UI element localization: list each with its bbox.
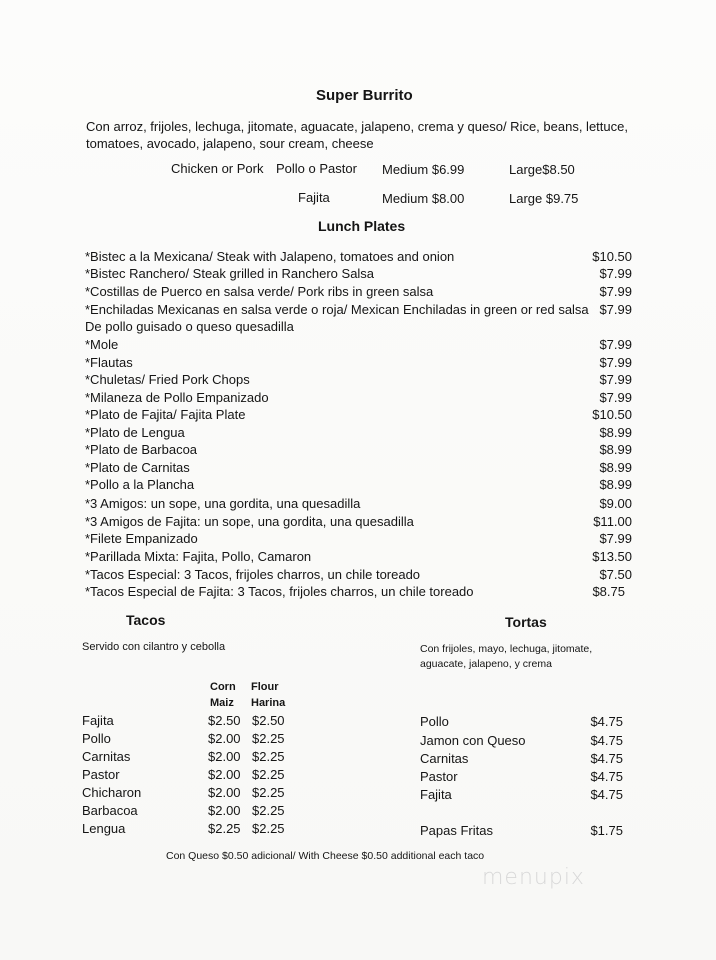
lunch-plate-item xyxy=(85,249,632,266)
torta-name: Pastor xyxy=(420,769,458,784)
taco-row xyxy=(82,821,292,838)
torta-row xyxy=(420,714,623,731)
item-name: *3 Amigos de Fajita: un sope, una gordita, una quesadilla xyxy=(85,514,414,529)
item-price: $7.99 xyxy=(599,337,632,352)
lunch-plate-item xyxy=(85,584,625,601)
torta-row xyxy=(420,751,623,768)
watermark-logo: menupix xyxy=(482,865,585,890)
item-name: *Plato de Barbacoa xyxy=(85,442,198,457)
lunch-plate-item xyxy=(85,531,632,548)
item-price: $8.99 xyxy=(599,477,632,492)
item-price: $13.50 xyxy=(592,549,632,564)
burrito-option-english: Chicken or Pork xyxy=(171,161,264,176)
tortas-description-2: aguacate, jalapeno, y crema xyxy=(420,658,552,670)
tacos-col-corn: Corn xyxy=(210,681,236,693)
lunch-plate-item xyxy=(85,496,632,513)
lunch-plate-item xyxy=(85,514,632,531)
taco-row xyxy=(82,803,292,820)
item-price: $11.00 xyxy=(593,514,632,529)
burrito-large-price: Large$8.50 xyxy=(509,162,575,177)
item-price: $7.99 xyxy=(599,531,632,546)
taco-flour-price: $2.25 xyxy=(252,785,285,800)
item-name: De pollo guisado o queso quesadilla xyxy=(85,319,294,334)
lunch-plate-item xyxy=(85,266,632,283)
taco-name: Barbacoa xyxy=(82,803,138,818)
super-burrito-description: Con arroz, frijoles, lechuga, jitomate, aguacate, jalapeno, crema y queso/ Rice, beans, lettuce, xyxy=(86,119,628,134)
item-name: *Bistec Ranchero/ Steak grilled in Ranchero Salsa xyxy=(85,266,375,281)
item-price: $8.75 xyxy=(592,584,625,599)
tacos-col-harina: Harina xyxy=(251,697,286,709)
super-burrito-description-2: tomatoes, avocado, jalapeno, sour cream, cheese xyxy=(86,136,374,151)
item-name: *Tacos Especial: 3 Tacos, frijoles charros, un chile toreado xyxy=(85,567,421,582)
lunch-plates-title: Lunch Plates xyxy=(318,218,406,234)
item-name: *Plato de Carnitas xyxy=(85,460,190,475)
taco-corn-price: $2.25 xyxy=(208,821,241,836)
taco-name: Carnitas xyxy=(82,749,131,764)
taco-corn-price: $2.00 xyxy=(208,803,241,818)
taco-corn-price: $2.00 xyxy=(208,767,241,782)
extra-name: Papas Fritas xyxy=(420,823,493,838)
tacos-col-flour: Flour xyxy=(251,681,279,693)
taco-corn-price: $2.00 xyxy=(208,785,241,800)
torta-price: $4.75 xyxy=(590,733,623,748)
torta-price: $4.75 xyxy=(590,769,623,784)
taco-name: Fajita xyxy=(82,713,114,728)
torta-price: $4.75 xyxy=(590,714,623,729)
lunch-plate-item-note xyxy=(85,319,632,336)
item-price: $8.99 xyxy=(599,442,632,457)
lunch-plate-item xyxy=(85,477,632,494)
lunch-plate-item xyxy=(85,372,632,389)
item-name: *Costillas de Puerco en salsa verde/ Pork ribs in green salsa xyxy=(85,284,434,299)
taco-name: Lengua xyxy=(82,821,126,836)
burrito-option-spanish: Pollo o Pastor xyxy=(276,161,357,176)
burrito-option-spanish: Fajita xyxy=(298,190,330,205)
item-name: *Bistec a la Mexicana/ Steak with Jalapeno, tomatoes and onion xyxy=(85,249,455,264)
taco-corn-price: $2.50 xyxy=(208,713,241,728)
lunch-plate-item xyxy=(85,407,632,424)
item-name: *Flautas xyxy=(85,355,133,370)
extra-price: $1.75 xyxy=(590,823,623,838)
torta-name: Pollo xyxy=(420,714,449,729)
taco-row xyxy=(82,749,292,766)
tortas-title: Tortas xyxy=(505,614,547,630)
taco-flour-price: $2.50 xyxy=(252,713,285,728)
taco-flour-price: $2.25 xyxy=(252,767,285,782)
item-price: $8.99 xyxy=(599,425,632,440)
taco-row xyxy=(82,785,292,802)
item-price: $10.50 xyxy=(592,249,632,264)
lunch-plate-item xyxy=(85,442,632,459)
super-burrito-title: Super Burrito xyxy=(316,87,413,104)
item-price: $7.50 xyxy=(599,567,632,582)
item-name: *Plato de Fajita/ Fajita Plate xyxy=(85,407,246,422)
taco-corn-price: $2.00 xyxy=(208,749,241,764)
taco-flour-price: $2.25 xyxy=(252,731,285,746)
item-name: *Mole xyxy=(85,337,119,352)
torta-name: Carnitas xyxy=(420,751,469,766)
taco-corn-price: $2.00 xyxy=(208,731,241,746)
torta-row xyxy=(420,769,623,786)
torta-row xyxy=(420,787,623,804)
taco-flour-price: $2.25 xyxy=(252,803,285,818)
item-name: *Plato de Lengua xyxy=(85,425,185,440)
item-name: *Tacos Especial de Fajita: 3 Tacos, frijoles charros, un chile toreado xyxy=(85,584,474,599)
item-name: *Pollo a la Plancha xyxy=(85,477,195,492)
lunch-plate-item xyxy=(85,567,632,584)
taco-name: Pastor xyxy=(82,767,120,782)
burrito-medium-price: Medium $6.99 xyxy=(382,162,465,177)
taco-name: Chicharon xyxy=(82,785,142,800)
taco-flour-price: $2.25 xyxy=(252,821,285,836)
lunch-plate-item xyxy=(85,390,632,407)
torta-price: $4.75 xyxy=(590,751,623,766)
lunch-plate-item xyxy=(85,284,632,301)
item-price: $8.99 xyxy=(599,460,632,475)
tacos-title: Tacos xyxy=(126,612,166,628)
item-price: $7.99 xyxy=(599,266,632,281)
item-name: *Enchiladas Mexicanas en salsa verde o roja/ Mexican Enchiladas in green or red salsa xyxy=(85,302,589,317)
item-price: $7.99 xyxy=(599,372,632,387)
burrito-medium-price: Medium $8.00 xyxy=(382,191,465,206)
torta-name: Jamon con Queso xyxy=(420,733,526,748)
torta-name: Fajita xyxy=(420,787,452,802)
item-price: $9.00 xyxy=(599,496,632,511)
cheese-note: Con Queso $0.50 adicional/ With Cheese $0.50 additional each taco xyxy=(166,850,485,862)
torta-price: $4.75 xyxy=(590,787,623,802)
tortas-description: Con frijoles, mayo, lechuga, jitomate, xyxy=(420,643,593,655)
item-price: $7.99 xyxy=(599,302,632,317)
item-price: $10.50 xyxy=(592,407,632,422)
torta-extra-row xyxy=(420,823,623,840)
item-name: *Chuletas/ Fried Pork Chops xyxy=(85,372,250,387)
lunch-plate-item xyxy=(85,355,632,372)
lunch-plate-item xyxy=(85,549,632,566)
burrito-large-price: Large $9.75 xyxy=(509,191,579,206)
taco-flour-price: $2.25 xyxy=(252,749,285,764)
taco-row xyxy=(82,713,292,730)
lunch-plate-item xyxy=(85,425,632,442)
item-name: *3 Amigos: un sope, una gordita, una quesadilla xyxy=(85,496,361,511)
lunch-plate-item xyxy=(85,460,632,477)
item-name: *Parillada Mixta: Fajita, Pollo, Camaron xyxy=(85,549,312,564)
torta-row xyxy=(420,733,623,750)
tacos-subtitle: Servido con cilantro y cebolla xyxy=(82,641,226,653)
item-price: $7.99 xyxy=(599,284,632,299)
item-price: $7.99 xyxy=(599,355,632,370)
item-name: *Filete Empanizado xyxy=(85,531,198,546)
taco-row xyxy=(82,767,292,784)
taco-name: Pollo xyxy=(82,731,111,746)
item-price: $7.99 xyxy=(599,390,632,405)
taco-row xyxy=(82,731,292,748)
lunch-plate-item xyxy=(85,337,632,354)
item-name: *Milaneza de Pollo Empanizado xyxy=(85,390,269,405)
lunch-plate-item xyxy=(85,302,632,319)
tacos-col-maiz: Maiz xyxy=(210,697,234,709)
